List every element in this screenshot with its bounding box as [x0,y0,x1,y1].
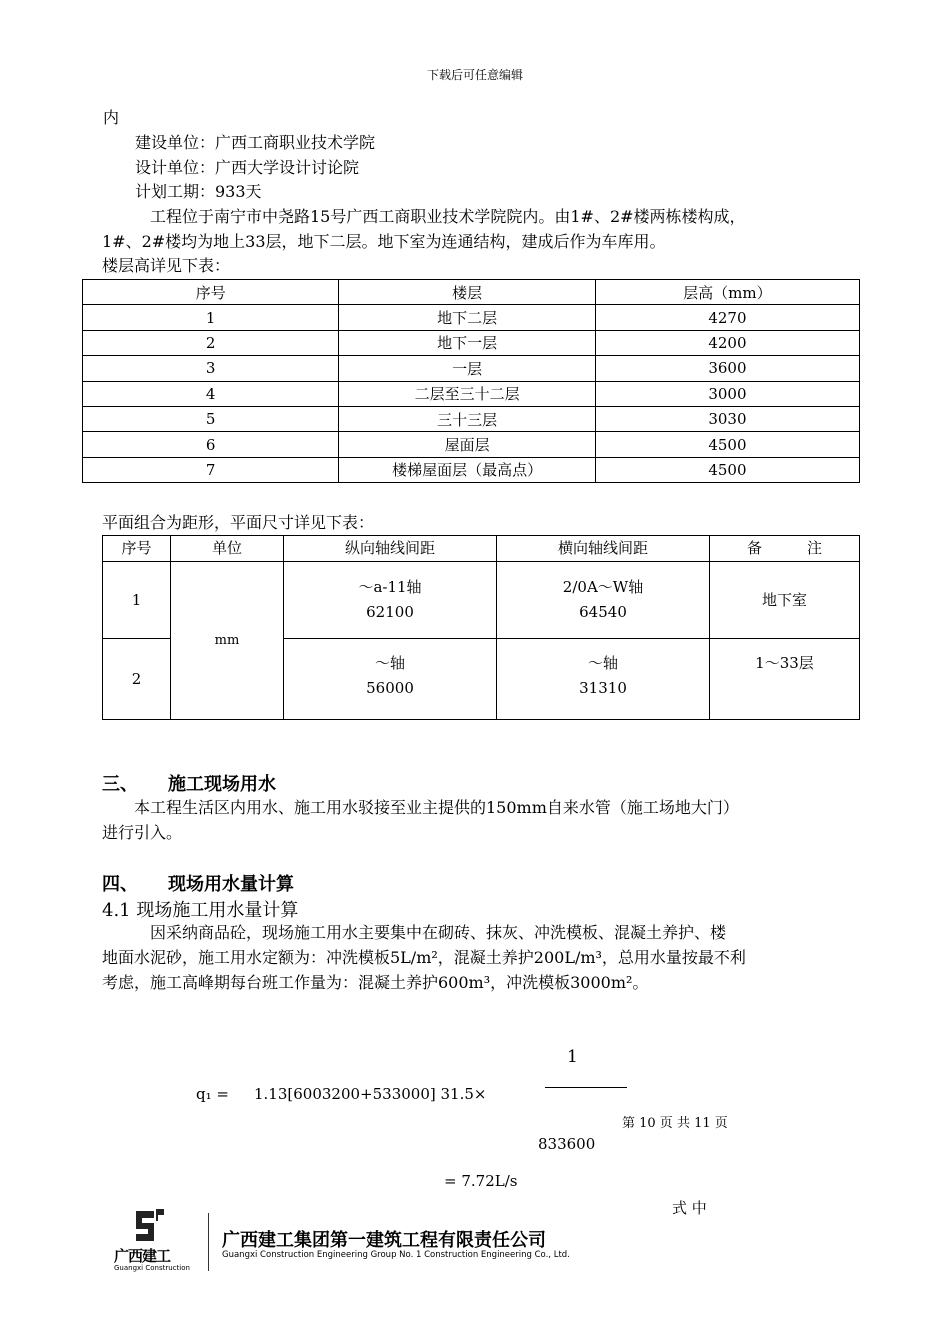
table-cell: 地下一层 [339,330,595,355]
formula-lhs: q₁ = [196,1085,229,1103]
header-cell: 横向轴线间距 [497,536,710,562]
description-line-2: 1#、2#楼均为地上33层，地下二层。地下室为连通结构，建成后作为车库用。 [102,232,666,251]
company-name-cn: 广西建工集团第一建筑工程有限责任公司 [222,1230,546,1251]
description-line-1: 工程位于南宁市中尧路15号广西工商职业技术学院院内。由1#、2#楼两栋楼构成， [150,207,746,226]
table-row [83,381,860,406]
table-cell [497,562,710,639]
formula-numerator: 1 [567,1047,578,1067]
trans-axis-value: 64540 [579,603,627,621]
table-row [83,406,860,431]
header-cell: 序号 [103,536,171,562]
floor-table-intro: 楼层高详见下表： [102,256,231,275]
section-4-title: 现场用水量计算 [168,874,294,895]
long-axis-label: ～轴 [374,654,405,672]
fraction-line [545,1087,627,1088]
table-row [103,562,860,639]
table-cell: 5 [83,406,339,431]
table-cell: 3 [83,356,339,381]
table-cell: 1～33层 [710,639,860,720]
plan-dimension-table [102,535,860,720]
section-3-body-line-1: 本工程生活区内用水、施工用水驳接至业主提供的150mm自来水管（施工场地大门） [134,798,739,817]
table-header-row [83,280,860,305]
table-row [83,432,860,457]
header-cell: 单位 [171,536,284,562]
table-cell: 1 [83,305,339,330]
page-header: 下载后可任意编辑 [426,68,523,82]
header-cell: 层高（mm） [595,280,859,305]
logo-text-en: Guangxi Construction [114,1264,190,1272]
unit-cell: mm [171,562,284,720]
header-cell: 备 注 [710,536,860,562]
trans-axis-label: 2/0A～W轴 [562,578,644,596]
formula-expression: 1.13[60032​00+533000] 31.5× [254,1085,487,1103]
table-cell: 7 [83,457,339,482]
long-axis-value: 62100 [366,603,414,621]
formula-denominator: 833600 [538,1135,596,1153]
table-row [83,330,860,355]
table-cell [284,562,497,639]
continuation-text: 内 [103,108,120,127]
table-cell: 二层至三十二层 [339,381,595,406]
table-cell: 1 [103,562,171,639]
trans-axis-value: 31310 [579,679,627,697]
section-4-body-line-3: 考虑，施工高峰期每台班工作量为：混凝土养护600m³，冲洗模板3000m²。 [102,973,649,992]
section-3-title: 施工现场用水 [168,774,276,795]
table-cell: 4200 [595,330,859,355]
table-cell: 地下室 [710,562,860,639]
duration-line: 计划工期：933天 [135,182,262,201]
section-4-body-line-2: 地面水泥砂，施工用水定额为：冲洗模板5L/m²，混凝土养护200L/m³，总用水量按最不利 [102,948,746,967]
section-3-number: 三、 [102,774,138,795]
formula-where: 式 中 [672,1199,707,1217]
section-4-subtitle: 4.1 现场施工用水量计算 [102,900,299,921]
table-row [83,356,860,381]
long-axis-value: 56000 [366,679,414,697]
table-cell: 屋面层 [339,432,595,457]
footer-divider [208,1213,209,1271]
header-cell: 楼层 [339,280,595,305]
table-cell: 4500 [595,457,859,482]
table-cell [284,639,497,720]
header-cell: 序号 [83,280,339,305]
long-axis-label: ～a-11轴 [358,578,422,596]
section-3-body-line-2: 进行引入。 [102,823,183,842]
table-cell: 4 [83,381,339,406]
table-cell: 地下二层 [339,305,595,330]
designer-line: 设计单位：广西大学设计讨论院 [135,158,360,177]
section-4-body-line-1: 因采纳商品砼，现场施工用水主要集中在砌砖、抹灰、冲洗模板、混凝土养护、楼 [150,923,727,942]
table-cell: 楼梯屋面层（最高点） [339,457,595,482]
table-row [83,305,860,330]
formula-result: = 7.72L/s [444,1172,518,1190]
section-4-number: 四、 [102,874,138,895]
plan-table-intro: 平面组合为距形，平面尺寸详见下表： [102,513,375,532]
table-header-row [103,536,860,562]
logo-text-cn: 广西建工 [114,1247,171,1265]
table-cell: 4500 [595,432,859,457]
table-cell: 3030 [595,406,859,431]
company-name-en: Guangxi Construction Engineering Group No. 1 Construction Engineering Co., Ltd. [222,1250,570,1260]
header-cell: 纵向轴线间距 [284,536,497,562]
table-cell: 一层 [339,356,595,381]
table-cell: 2 [103,639,171,720]
client-line: 建设单位：广西工商职业技术学院 [135,133,376,152]
table-cell [497,639,710,720]
trans-axis-label: ～轴 [587,654,618,672]
table-cell: 3600 [595,356,859,381]
floor-height-table [82,279,860,483]
table-cell: 2 [83,330,339,355]
table-cell: 6 [83,432,339,457]
table-cell: 三十三层 [339,406,595,431]
table-cell: 4270 [595,305,859,330]
table-cell: 3000 [595,381,859,406]
table-row [83,457,860,482]
logo-mark-icon [108,1205,198,1245]
page-number: 第 10 页 共 11 页 [622,1116,728,1131]
